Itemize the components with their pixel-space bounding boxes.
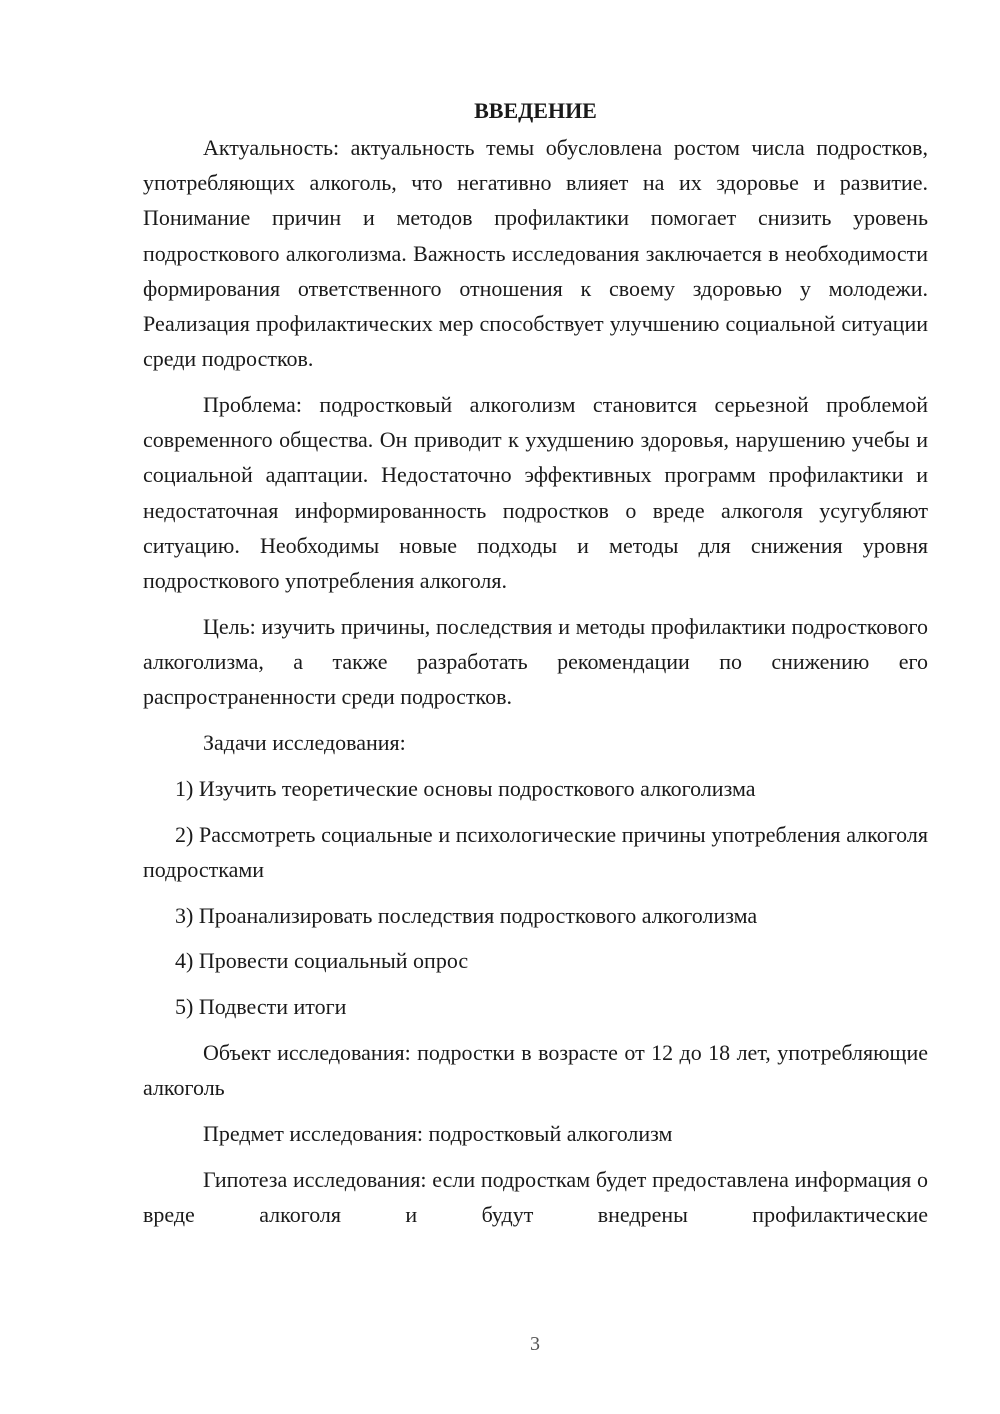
paragraph-goal: Цель: изучить причины, последствия и методы профилактики подросткового алкоголизма, а также разработать рекомендации по снижению его распространенности среди подростков.	[143, 613, 928, 710]
task-item: 2) Рассмотреть социальные и психологические причины употребления алкоголя подростками	[143, 821, 928, 882]
paragraph-relevance: Актуальность: актуальность темы обусловлена ростом числа подростков, употребляющих алкоголь, что негативно влияет на их здоровье и развитие. Понимание причин и методов профилактики помогает снизить уровень подросткового алкоголизма. Важность исследования заключается в необходимости формирования ответственного отношения к своему здоровью у молодежи. Реализация профилактических мер способствует улучшению социальной ситуации среди подростков.	[143, 135, 928, 372]
paragraph-hypothesis: Гипотеза исследования: если подросткам будет предоставлена информация о вреде алкоголя и будут внедрены профилактические	[143, 1166, 928, 1228]
task-item: 4) Провести социальный опрос	[175, 948, 469, 974]
paragraph-tasks-heading: Задачи исследования:	[203, 730, 406, 756]
page-number: 3	[530, 1333, 540, 1355]
task-item: 3) Проанализировать последствия подросткового алкоголизма	[175, 902, 758, 928]
paragraph-problem: Проблема: подростковый алкоголизм становится серьезной проблемой современного общества. Он приводит к ухудшению здоровья, нарушению учебы и социальной адаптации. Недостаточно эффективных программ профилактики и недостаточная информированность подростков о вреде алкоголя усугубляют ситуацию. Необходимы новые подходы и методы для снижения уровня подросткового употребления алкоголя.	[143, 392, 928, 594]
document-page	[143, 93, 928, 1243]
paragraph-subject: Предмет исследования: подростковый алкоголизм	[203, 1121, 673, 1147]
task-item: 1) Изучить теоретические основы подросткового алкоголизма	[175, 775, 756, 801]
paragraph-object: Объект исследования: подростки в возрасте от 12 до 18 лет, употребляющие алкоголь	[143, 1040, 928, 1101]
task-item: 5) Подвести итоги	[175, 994, 347, 1020]
document-title: ВВЕДЕНИЕ	[474, 98, 597, 123]
